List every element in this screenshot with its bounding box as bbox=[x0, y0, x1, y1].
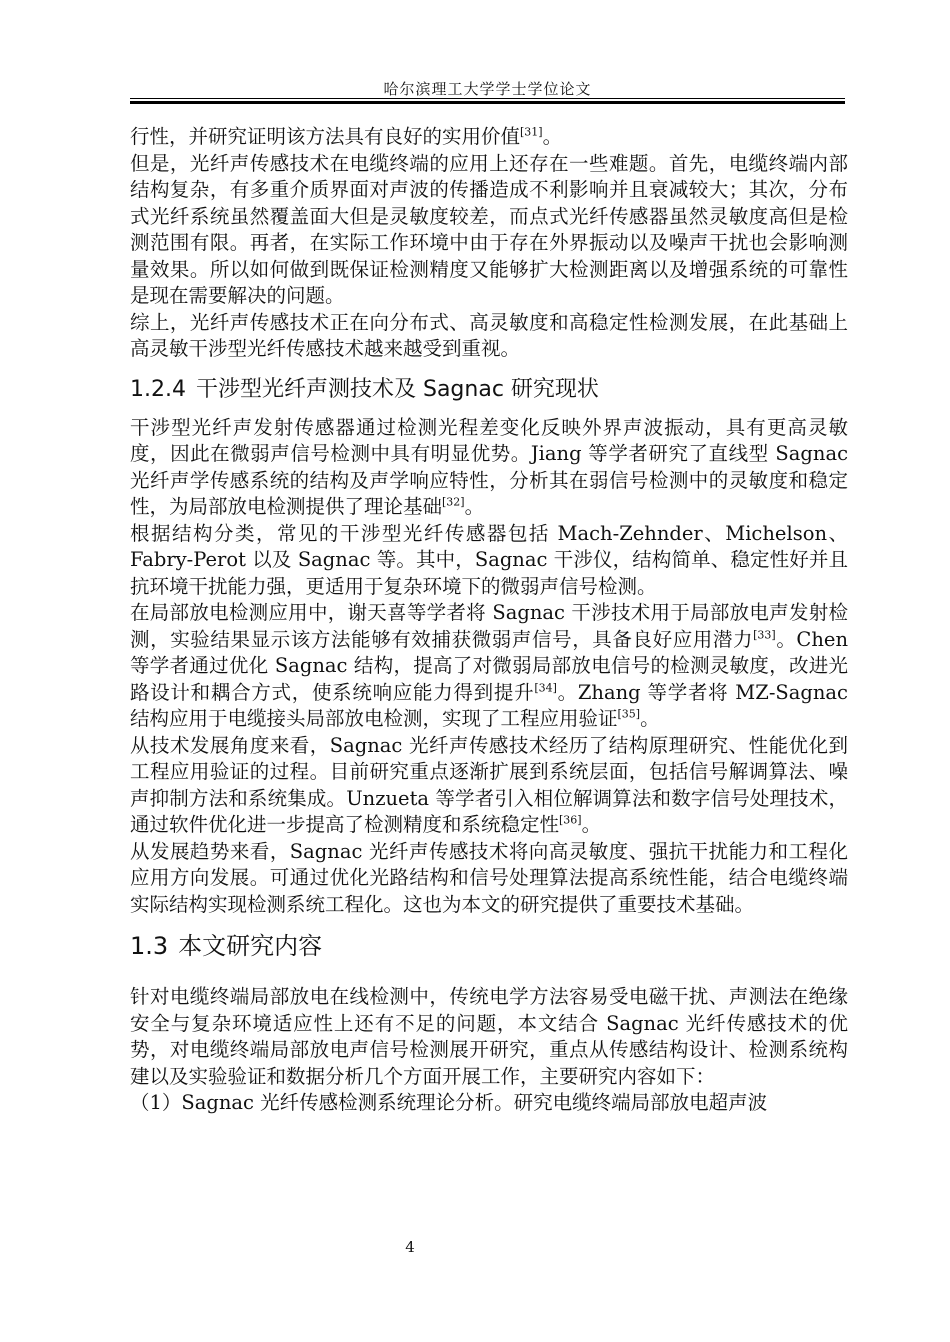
citation-33: [33] bbox=[753, 628, 776, 641]
paragraph-8: 从发展趋势来看，Sagnac 光纤声传感技术将向高灵敏度、强抗干扰能力和工程化应用方向发展。可通过优化光路结构和信号处理算法提高系统性能，结合电缆终端实际结构实现检测系统工程化。这也为本文的研究提供了重要技术基础。 bbox=[130, 839, 848, 916]
paragraph-3: 综上，光纤声传感技术正在向分布式、高灵敏度和高稳定性检测发展，在此基础上高灵敏干涉型光纤传感技术越来越受到重视。 bbox=[130, 310, 848, 360]
citation-36: [36] bbox=[559, 813, 582, 827]
citation-31: [31] bbox=[520, 125, 543, 139]
header-rule-thin bbox=[130, 98, 845, 99]
section-heading-1-3 bbox=[130, 930, 848, 962]
citation-35: [35] bbox=[617, 707, 641, 721]
section-number: 1.3 bbox=[130, 932, 169, 960]
paragraph-2: 但是，光纤声传感技术在电缆终端的应用上还存在一些难题。首先，电缆终端内部结构复杂，有多重介质界面对声波的传播造成不利影响并且衰减较大；其次，分布式光纤系统虽然覆盖面大但是灵敏度较差，而点式光纤传感器虽然灵敏度高但是检测范围有限。再者，在实际工作环境中由于存在外界振动以及噪声干扰也会影响测量效果。所以如何做到既保证检测精度又能够扩大检测距离以及增强系统的可靠性是现在需要解决的问题。 bbox=[130, 151, 848, 307]
citation-32: [32] bbox=[442, 495, 465, 509]
paragraph-10: （1）Sagnac 光纤传感检测系统理论分析。研究电缆终端局部放电超声波 bbox=[130, 1091, 768, 1114]
paragraph-9: 针对电缆终端局部放电在线检测中，传统电学方法容易受电磁干扰、声测法在绝缘安全与复杂环境适应性上还有不足的问题，本文结合 Sagnac 光纤传感技术的优势，对电缆终端局部放电声信号检测展开研究，重点从传感结构设计、检测系统构建以及实验验证和数据分析几个方面开展工作，主要研究内容如下： bbox=[130, 985, 848, 1088]
page-number: 4 bbox=[405, 1238, 415, 1256]
section-title: 干涉型光纤声测技术及 Sagnac 研究现状 bbox=[195, 376, 599, 402]
paragraph-5: 根据结构分类，常见的干涉型光纤传感器包括 Mach-Zehnder、Michelson、Fabry-Perot 以及 Sagnac 等。其中，Sagnac 干涉仪，结构简单、稳定性好并且抗环境干扰能力强，更适用于复杂环境下的微弱声信号检测。 bbox=[130, 521, 848, 598]
header-rule-thick bbox=[130, 101, 845, 104]
paragraph-1: 行性，并研究证明该方法具有良好的实用价值[31]。 bbox=[130, 125, 563, 148]
page-body bbox=[130, 124, 848, 1117]
section-number: 1.2.4 bbox=[130, 376, 186, 402]
paragraph-6: 在局部放电检测应用中，谢天喜等学者将 Sagnac 干涉技术用于局部放电声发射检测，实验结果显示该方法能够有效捕获微弱声信号，具备良好应用潜力[33]。Chen 等学者通过优化 Sagnac 结构，提高了对微弱局部放电信号的检测灵敏度，改进光路设计和耦合方式，使系统响应能力得到提升[34]。Zhang 等学者将 MZ-Sagnac 结构应用于电缆接头局部放电检测，实现了工程应用验证[35]。 bbox=[130, 601, 848, 730]
citation-34: [34] bbox=[534, 681, 557, 694]
section-heading-1-2-4 bbox=[130, 375, 848, 405]
running-header: 哈尔滨理工大学学士学位论文 bbox=[383, 80, 592, 98]
paragraph-7: 从技术发展角度来看，Sagnac 光纤声传感技术经历了结构原理研究、性能优化到工程应用验证的过程。目前研究重点逐渐扩展到系统层面，包括信号解调算法、噪声抑制方法和系统集成。Unzueta 等学者引入相位解调算法和数字信号处理技术，通过软件优化进一步提高了检测精度和系统稳定性[36]。 bbox=[130, 733, 848, 836]
paragraph-4: 干涉型光纤声发射传感器通过检测光程差变化反映外界声波振动，具有更高灵敏度，因此在微弱声信号检测中具有明显优势。Jiang 等学者研究了直线型 Sagnac 光纤声学传感系统的结构及声学响应特性，分析其在弱信号检测中的灵敏度和稳定性，为局部放电检测提供了理论基础[32]。 bbox=[130, 415, 848, 518]
section-title: 本文研究内容 bbox=[178, 932, 323, 960]
